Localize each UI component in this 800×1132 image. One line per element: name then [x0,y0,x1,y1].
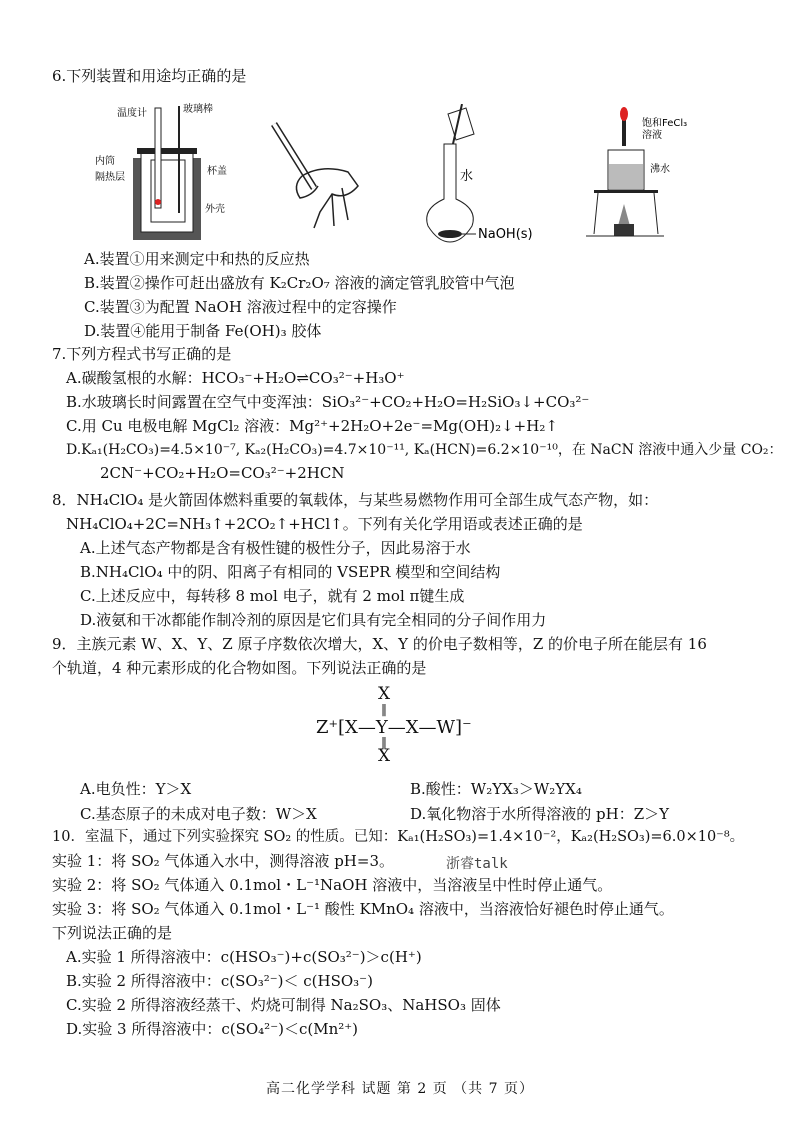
lid [137,148,197,154]
structure-top-x: X [378,684,391,704]
structure-bottom-x: X [378,746,391,766]
q10-option-b: B.实验 2 所得溶液中：c(SO₃²⁻)＜ c(HSO₃⁻) [66,972,373,990]
label-inner: 内筒 [95,156,115,167]
label-glass-rod: 玻璃棒 [183,104,213,115]
q10-option-d: D.实验 3 所得溶液中：c(SO₄²⁻)＜c(Mn²⁺) [66,1020,359,1038]
dropper-bulb [620,107,628,121]
q8-stem: 8．NH₄ClO₄ 是火箭固体燃料重要的氧载体，与某些易燃物作用可全部生成气态产物，如： [52,491,659,509]
double-bond-top: ‖ [381,702,387,716]
volumetric-flask-figure [418,104,548,244]
q7-option-c: C.用 Cu 电极电解 MgCl₂ 溶液：Mg²⁺+2H₂O+2e⁻=Mg(OH)₂↓+H₂↑ [66,417,558,435]
label-shell: 外壳 [205,204,225,215]
q10-option-c: C.实验 2 所得溶液经蒸干、灼烧可制得 Na₂SO₃、NaHSO₃ 固体 [66,996,501,1014]
q9-option-b: B.酸性：W₂YX₃＞W₂YX₄ [410,780,582,798]
label-solution: 溶液 [642,130,662,141]
q8-option-a: A.上述气态产物都是含有极性键的极性分子，因此易溶于水 [80,539,471,557]
q9-option-c: C.基态原子的未成对电子数：W＞X [80,805,317,823]
q10-option-a: A.实验 1 所得溶液中：c(HSO₃⁻)+c(SO₃²⁻)＞c(H⁺) [66,948,422,966]
q6-option-b: B.装置②操作可赶出盛放有 K₂Cr₂O₇ 溶液的滴定管乳胶管中气泡 [84,274,515,292]
label-thermometer: 温度计 [117,108,147,119]
q10-exp3: 实验 3：将 SO₂ 气体通入 0.1mol・L⁻¹ 酸性 KMnO₄ 溶液中，当溶液恰好褪色时停止通气。 [52,900,674,918]
q8-stem-2: NH₄ClO₄+2C=NH₃↑+2CO₂↑+HCl↑。下列有关化学用语或表述正确的是 [66,515,583,533]
q6-option-c: C.装置③为配置 NaOH 溶液过程中的定容操作 [84,298,397,316]
q6-stem: 6.下列装置和用途均正确的是 [52,67,247,85]
burner [614,224,634,236]
q7-option-a: A.碳酸氢根的水解：HCO₃⁻+H₂O⇌CO₃²⁻+H₃O⁺ [66,369,405,387]
q8-option-d: D.液氨和干冰都能作制冷剂的原因是它们具有完全相同的分子间作用力 [80,611,547,629]
flask [427,144,474,242]
naoh-solid [438,230,462,238]
q10-stem-2: 下列说法正确的是 [52,924,173,942]
label-lid: 杯盖 [207,166,227,177]
thermometer-bulb [155,199,161,205]
double-bond-bottom: ‖ [381,735,387,749]
label-naoh: NaOH(s) [478,227,533,242]
q10-stem: 10．室温下，通过下列实验探究 SO₂ 的性质。已知：Kₐ₁(H₂SO₃)=1.4×10⁻²，Kₐ₂(H₂SO₃)=6.0×10⁻⁸。 [52,829,745,845]
q9-stem: 9．主族元素 W、X、Y、Z 原子序数依次增大，X、Y 的价电子数相等，Z 的价电子所在能层有 16 [52,635,707,653]
boiling-water [609,164,643,189]
q6-option-a: A.装置①用来测定中和热的反应热 [84,250,310,268]
q9-option-d: D.氧化物溶于水所得溶液的 pH：Z＞Y [410,805,670,823]
q7-option-d: D.Kₐ₁(H₂CO₃)=4.5×10⁻⁷, Kₐ₂(H₂CO₃)=4.7×10⁻¹¹, Kₐ(HCN)=6.2×10⁻¹⁰，在 NaCN 溶液中通入少量 CO₂： [66,442,783,458]
calorimeter-figure [95,98,245,248]
label-fecl3: 饱和FeCl₃ [642,118,688,129]
tripod-top [594,190,658,193]
q9-stem-2: 个轨道，4 种元素形成的化合物如图。下列说法正确的是 [52,659,427,677]
burette-hand-figure [262,116,372,236]
q10-exp2: 实验 2：将 SO₂ 气体通入 0.1mol・L⁻¹NaOH 溶液中，当溶液呈中性时停止通气。 [52,876,613,894]
q7-stem: 7.下列方程式书写正确的是 [52,345,232,363]
q10-exp1: 实验 1：将 SO₂ 气体通入水中，测得溶液 pH=3。 [52,852,394,870]
thermometer [155,108,161,208]
label-boiling: 沸水 [650,164,670,175]
q7-option-d-equation: 2CN⁻+CO₂+H₂O=CO₃²⁻+2HCN [100,464,345,482]
page-footer: 高二化学学科 试题 第 2 页 （共 7 页） [266,1081,534,1097]
colloid-setup-figure [584,106,714,246]
q8-option-c: C.上述反应中，每转移 8 mol 电子，就有 2 mol π键生成 [80,587,465,605]
q6-option-d: D.装置④能用于制备 Fe(OH)₃ 胶体 [84,322,322,340]
burner-flame [618,204,630,226]
structure-main: Z⁺[X—Y—X—W]⁻ [316,717,472,738]
watermark: 浙睿talk [446,856,508,872]
label-insulation: 隔热层 [95,172,125,183]
label-water: 水 [460,169,474,184]
q9-option-a: A.电负性：Y＞X [80,780,192,798]
q8-option-b: B.NH₄ClO₄ 中的阴、阳离子有相同的 VSEPR 模型和空间结构 [80,563,501,581]
q7-option-b: B.水玻璃长时间露置在空气中变浑浊：SiO₃²⁻+CO₂+H₂O=H₂SiO₃↓+CO₃²⁻ [66,393,590,411]
